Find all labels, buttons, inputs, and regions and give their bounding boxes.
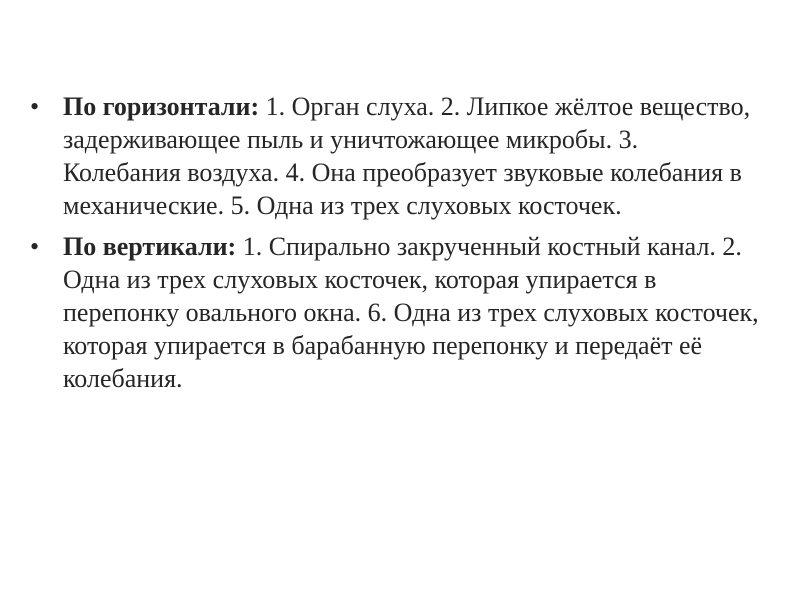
clues-horizontal-heading: По горизонтали: [63,92,260,121]
clues-vertical-heading: По вертикали: [63,232,237,261]
clues-horizontal [30,90,760,222]
crossword-clues-list [30,90,760,403]
clues-vertical-text: 1. Спирально закрученный костный канал. 2. Одна из трех слуховых косточек, которая упирается в перепонку овального окна. 6. Одна из трех слуховых косточек, которая упирается в барабанную перепонку и передаёт её колебания. [63,232,759,393]
clues-vertical [30,230,760,395]
clues-horizontal-text: 1. Орган слуха. 2. Липкое жёлтое вещество, задерживающее пыль и уничтожающее микробы. 3. Колебания воздуха. 4. Она преобразует звуковые колебания в механические. 5. Одна из трех слуховых косточек. [63,92,751,220]
bullet-icon: • [30,232,40,261]
bullet-icon: • [30,92,40,121]
